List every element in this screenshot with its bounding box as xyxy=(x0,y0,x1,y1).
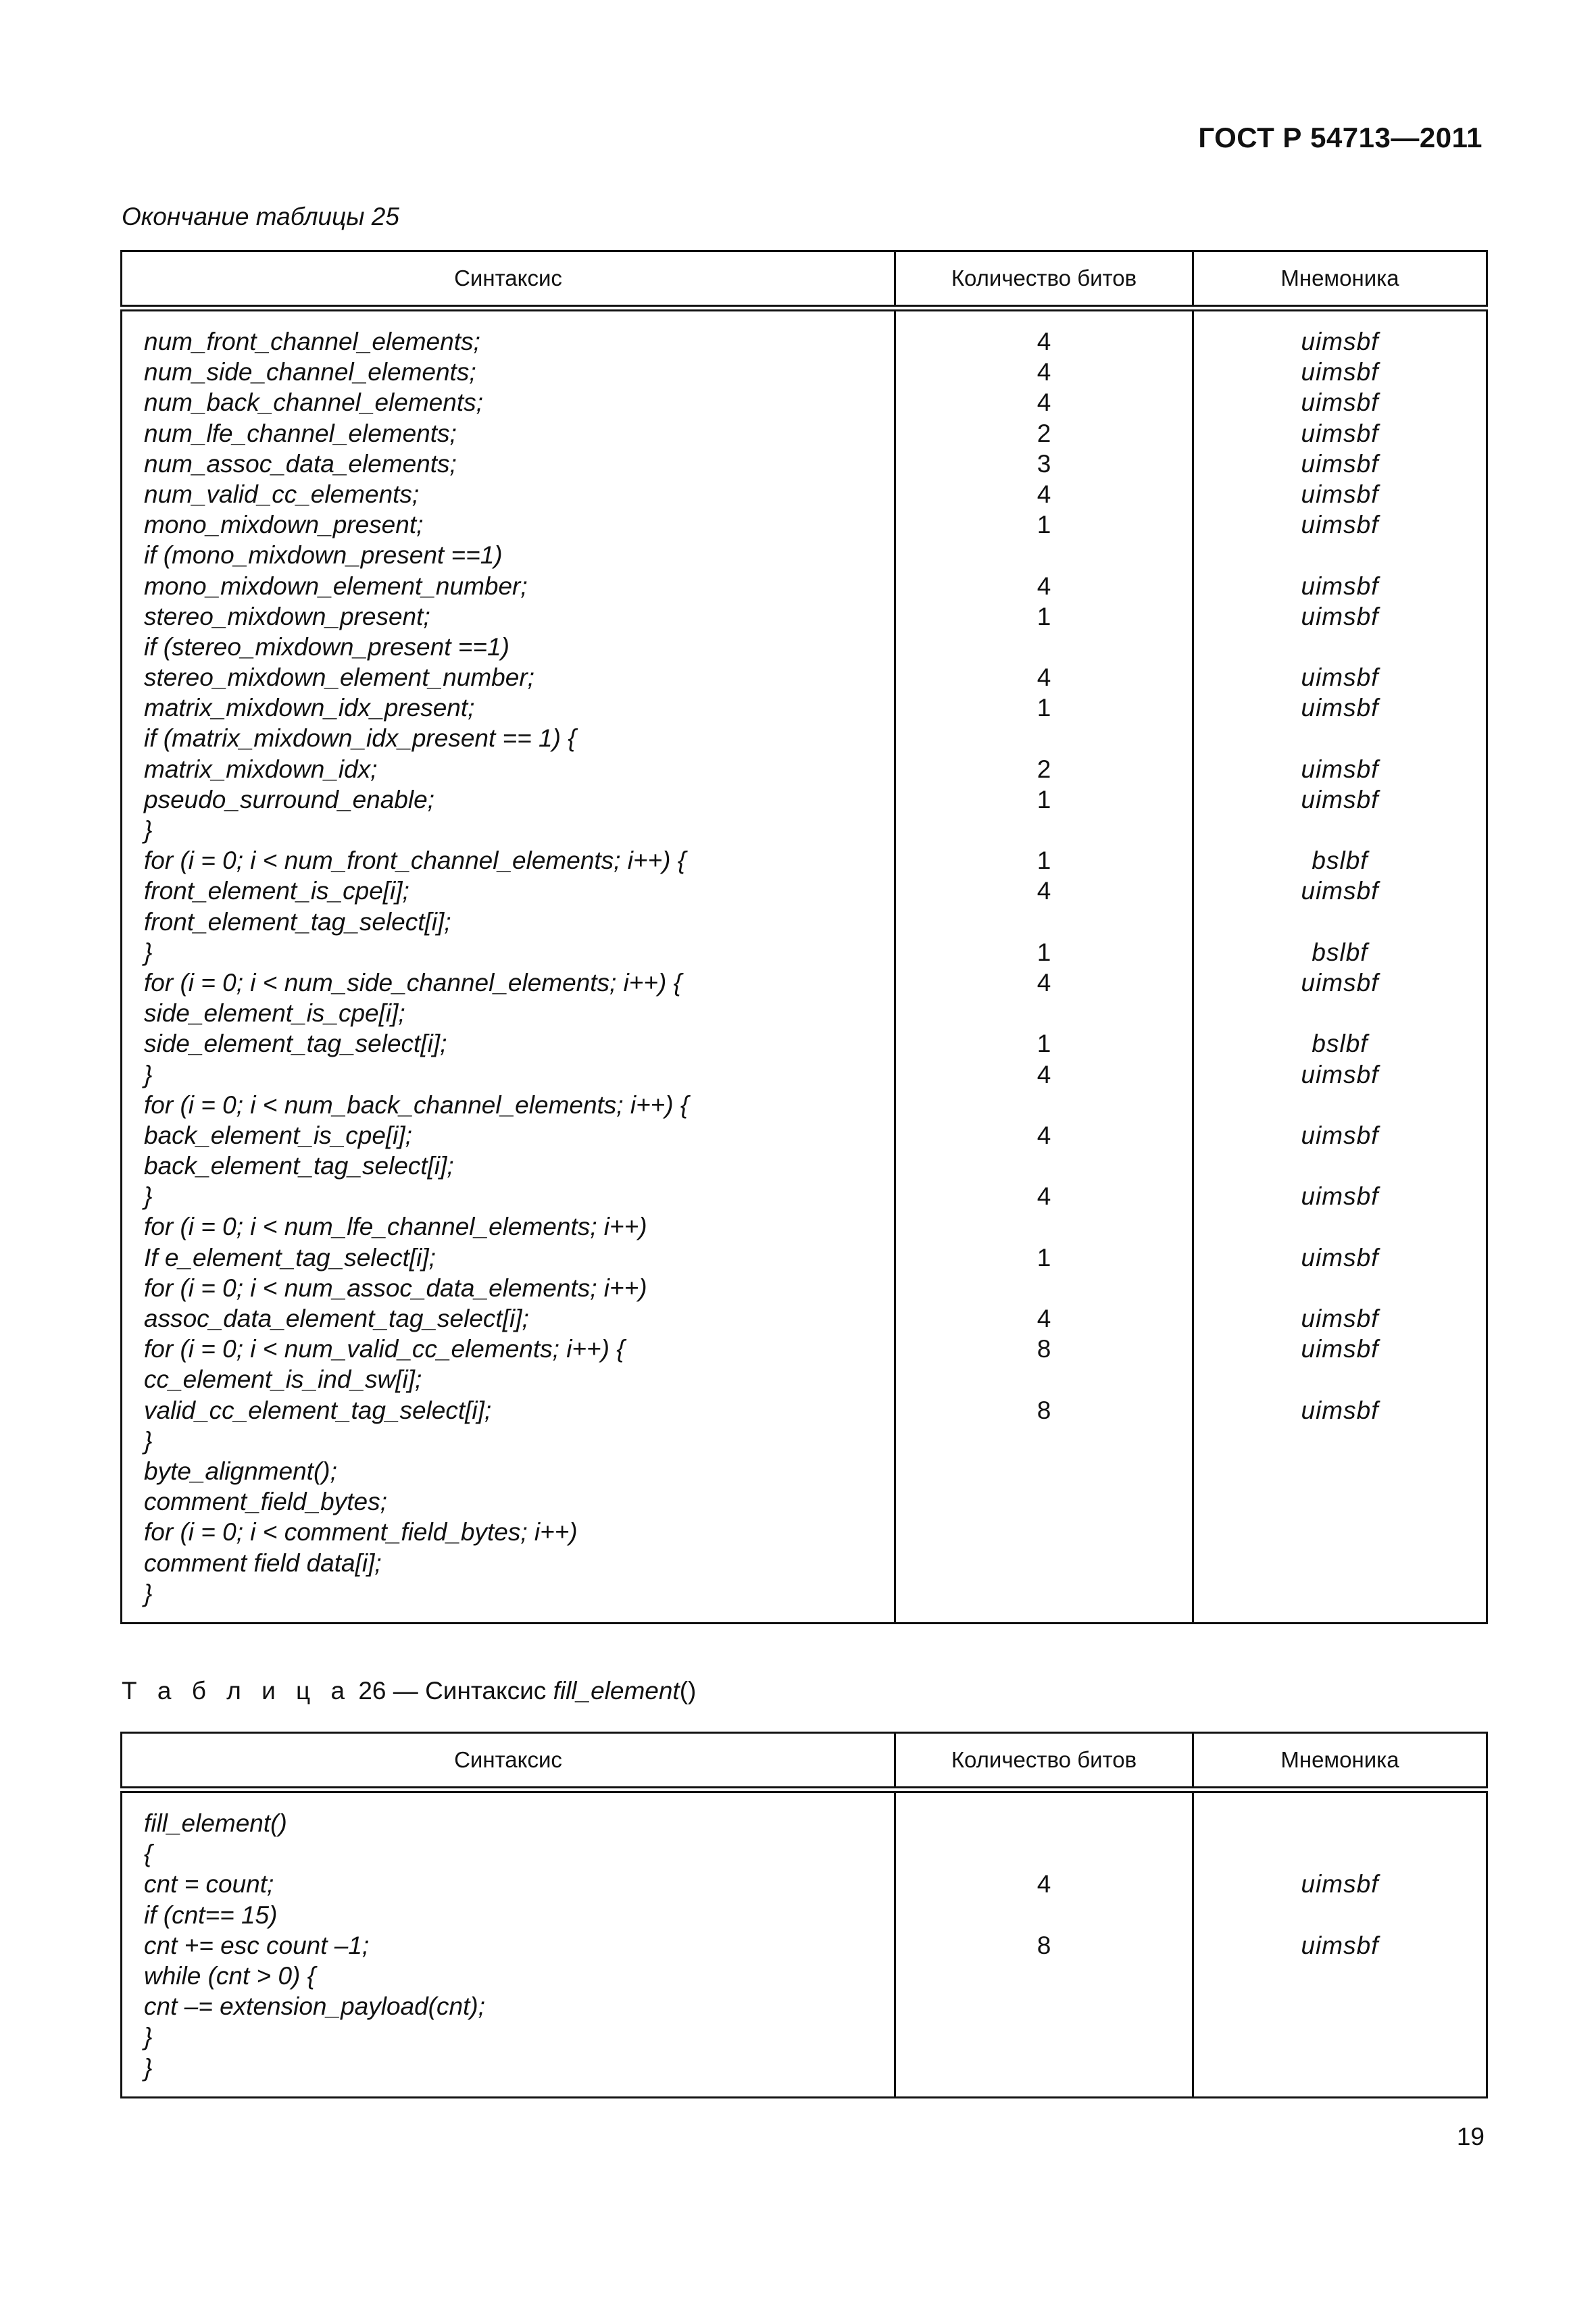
mnemonic-cell: uimsbf xyxy=(1301,388,1379,417)
bits-cell: 1 xyxy=(1037,938,1051,966)
bits-cell: 8 xyxy=(1037,1335,1051,1363)
mnemonic-cell xyxy=(1194,2021,1486,2052)
mnemonic-cell xyxy=(1194,540,1486,570)
bits-cell: 4 xyxy=(1037,1060,1051,1088)
syntax-cell: front_element_tag_select[i]; xyxy=(144,907,451,936)
bits-cell xyxy=(896,1548,1192,1578)
bits-cell: 3 xyxy=(1037,449,1051,478)
bits-cell xyxy=(896,907,1192,937)
syntax-cell: for (i = 0; i < num_valid_cc_elements; i++) { xyxy=(144,1335,625,1363)
syntax-cell: side_element_is_cpe[i]; xyxy=(144,999,405,1028)
syntax-cell: byte_alignment(); xyxy=(144,1457,337,1485)
page-number: 19 xyxy=(1456,2123,1485,2150)
mnemonic-cell xyxy=(1194,1364,1486,1394)
table-26-caption-title: 26 — Синтаксис xyxy=(358,1677,547,1705)
mnemonic-column xyxy=(1193,1790,1487,2097)
mnemonic-cell: uimsbf xyxy=(1301,1335,1379,1363)
syntax-cell: } xyxy=(144,1426,153,1455)
mnemonic-cell xyxy=(1194,1426,1486,1456)
syntax-cell: matrix_mixdown_idx_present; xyxy=(144,694,475,722)
syntax-cell: num_lfe_channel_elements; xyxy=(144,419,457,447)
mnemonic-cell xyxy=(1194,1456,1486,1486)
syntax-cell: for (i = 0; i < num_front_channel_elements; i++) { xyxy=(144,847,687,875)
mnemonic-cell xyxy=(1194,1578,1486,1609)
mnemonic-cell: uimsbf xyxy=(1301,1870,1379,1898)
bits-cell: 4 xyxy=(1037,968,1051,997)
standard-designation: ГОСТ Р 54713—2011 xyxy=(1198,122,1482,153)
syntax-cell: matrix_mixdown_idx; xyxy=(144,755,378,783)
bits-cell: 4 xyxy=(1037,572,1051,600)
mnemonic-cell: uimsbf xyxy=(1301,663,1379,692)
bits-cell: 2 xyxy=(1037,419,1051,447)
mnemonic-cell: uimsbf xyxy=(1301,419,1379,447)
bits-cell: 1 xyxy=(1037,785,1051,813)
table-25 xyxy=(120,250,1488,1624)
bits-cell: 2 xyxy=(1037,755,1051,783)
mnemonic-cell: uimsbf xyxy=(1301,449,1379,478)
mnemonic-cell: uimsbf xyxy=(1301,572,1379,600)
syntax-cell: } xyxy=(144,1060,153,1088)
mnemonic-cell xyxy=(1194,632,1486,662)
bits-cell: 4 xyxy=(1037,480,1051,508)
bits-cell: 4 xyxy=(1037,1305,1051,1332)
syntax-cell: num_side_channel_elements; xyxy=(144,358,476,386)
bits-cell xyxy=(896,632,1192,662)
bits-column xyxy=(895,308,1193,1623)
syntax-cell: front_element_is_cpe[i]; xyxy=(144,877,409,905)
syntax-cell: for (i = 0; i < comment_field_bytes; i++) xyxy=(144,1518,578,1546)
table-body xyxy=(122,308,1487,1623)
bits-cell xyxy=(896,998,1192,1028)
column-header-syntax: Синтаксис xyxy=(122,251,895,309)
mnemonic-cell: bslbf xyxy=(1312,938,1368,966)
syntax-cell: if (matrix_mixdown_idx_present == 1) { xyxy=(144,724,576,753)
bits-cell xyxy=(896,1808,1192,1838)
syntax-cell: num_valid_cc_elements; xyxy=(144,480,420,508)
column-header-syntax: Синтаксис xyxy=(122,1733,895,1790)
syntax-column xyxy=(122,308,895,1623)
syntax-cell: valid_cc_element_tag_select[i]; xyxy=(144,1396,492,1424)
syntax-cell: for (i = 0; i < num_back_channel_elements; i++) { xyxy=(144,1090,689,1119)
column-header-mnemonic: Мнемоника xyxy=(1193,1733,1487,1790)
bits-cell: 1 xyxy=(1037,1030,1051,1058)
bits-cell xyxy=(896,1578,1192,1609)
mnemonic-cell xyxy=(1194,1808,1486,1838)
bits-cell xyxy=(896,1991,1192,2021)
syntax-cell: stereo_mixdown_element_number; xyxy=(144,663,534,692)
mnemonic-cell: uimsbf xyxy=(1301,694,1379,722)
mnemonic-cell xyxy=(1194,723,1486,753)
bits-cell: 8 xyxy=(1037,1931,1051,1959)
mnemonic-cell: uimsbf xyxy=(1301,755,1379,783)
table-26-caption-func: fill_element xyxy=(553,1677,680,1705)
mnemonic-cell xyxy=(1194,1486,1486,1517)
mnemonic-cell: uimsbf xyxy=(1301,1121,1379,1149)
mnemonic-cell: uimsbf xyxy=(1301,877,1379,905)
syntax-cell: } xyxy=(144,1579,153,1607)
table-26-caption-parens: () xyxy=(679,1677,697,1705)
syntax-cell: back_element_tag_select[i]; xyxy=(144,1152,454,1180)
table-25-caption: Окончание таблицы 25 xyxy=(122,203,399,230)
bits-cell xyxy=(896,2021,1192,2052)
bits-cell xyxy=(896,1090,1192,1120)
syntax-cell: if (mono_mixdown_present ==1) xyxy=(144,541,503,570)
syntax-cell: } xyxy=(144,2023,153,2051)
syntax-cell: stereo_mixdown_present; xyxy=(144,602,430,630)
bits-cell: 4 xyxy=(1037,328,1051,355)
mnemonic-cell: uimsbf xyxy=(1301,1182,1379,1211)
bits-cell xyxy=(896,1486,1192,1517)
bits-cell: 1 xyxy=(1037,511,1051,539)
syntax-column xyxy=(122,1790,895,2097)
bits-cell: 4 xyxy=(1037,358,1051,386)
syntax-cell: if (cnt== 15) xyxy=(144,1901,278,1929)
mnemonic-cell xyxy=(1194,2053,1486,2083)
bits-cell xyxy=(896,1426,1192,1456)
syntax-cell: } xyxy=(144,2053,153,2082)
bits-cell: 4 xyxy=(1037,1121,1051,1149)
mnemonic-cell xyxy=(1194,1273,1486,1303)
bits-cell xyxy=(896,1961,1192,1991)
table-26 xyxy=(120,1732,1488,2098)
mnemonic-cell: uimsbf xyxy=(1301,1931,1379,1959)
syntax-cell: num_back_channel_elements; xyxy=(144,388,483,417)
mnemonic-cell: uimsbf xyxy=(1301,1243,1379,1272)
bits-cell xyxy=(896,1273,1192,1303)
syntax-cell: fill_element() xyxy=(144,1809,287,1837)
bits-cell xyxy=(896,1211,1192,1242)
syntax-cell: side_element_tag_select[i]; xyxy=(144,1030,447,1058)
bits-cell: 1 xyxy=(1037,694,1051,722)
table-26-caption xyxy=(122,1677,696,1705)
table-body xyxy=(122,1790,1487,2097)
mnemonic-cell xyxy=(1194,1090,1486,1120)
bits-cell: 1 xyxy=(1037,847,1051,875)
mnemonic-cell: bslbf xyxy=(1312,1030,1368,1058)
bits-cell xyxy=(896,1151,1192,1181)
bits-cell xyxy=(896,2053,1192,2083)
syntax-cell: comment_field_bytes; xyxy=(144,1488,387,1516)
syntax-cell: If e_element_tag_select[i]; xyxy=(144,1243,436,1272)
mnemonic-cell xyxy=(1194,1991,1486,2021)
bits-cell: 1 xyxy=(1037,602,1051,630)
mnemonic-cell xyxy=(1194,1961,1486,1991)
mnemonic-cell xyxy=(1194,815,1486,845)
syntax-cell: while (cnt > 0) { xyxy=(144,1961,316,1990)
bits-cell: 4 xyxy=(1037,388,1051,417)
mnemonic-cell: uimsbf xyxy=(1301,480,1379,508)
mnemonic-cell: uimsbf xyxy=(1301,328,1379,355)
syntax-cell: pseudo_surround_enable; xyxy=(144,785,434,813)
syntax-cell: if (stereo_mixdown_present ==1) xyxy=(144,632,509,661)
mnemonic-cell: uimsbf xyxy=(1301,968,1379,997)
syntax-cell: cc_element_is_ind_sw[i]; xyxy=(144,1365,422,1394)
mnemonic-cell: uimsbf xyxy=(1301,1396,1379,1424)
syntax-cell: comment field data[i]; xyxy=(144,1549,382,1577)
mnemonic-cell: uimsbf xyxy=(1301,602,1379,630)
bits-cell xyxy=(896,723,1192,753)
syntax-cell: assoc_data_element_tag_select[i]; xyxy=(144,1305,529,1332)
bits-cell xyxy=(896,540,1192,570)
syntax-cell: cnt = count; xyxy=(144,1870,274,1898)
syntax-cell: cnt –= extension_payload(cnt); xyxy=(144,1992,485,2021)
mnemonic-cell: uimsbf xyxy=(1301,511,1379,539)
mnemonic-cell: bslbf xyxy=(1312,847,1368,875)
bits-cell xyxy=(896,815,1192,845)
mnemonic-cell xyxy=(1194,1517,1486,1547)
bits-cell xyxy=(896,1456,1192,1486)
bits-cell xyxy=(896,1838,1192,1869)
syntax-cell: cnt += esc count –1; xyxy=(144,1931,370,1959)
mnemonic-cell: uimsbf xyxy=(1301,1305,1379,1332)
syntax-cell: for (i = 0; i < num_lfe_channel_elements; i++) xyxy=(144,1213,647,1241)
bits-cell: 4 xyxy=(1037,877,1051,905)
mnemonic-cell xyxy=(1194,1211,1486,1242)
syntax-cell: } xyxy=(144,1182,153,1211)
mnemonic-column xyxy=(1193,308,1487,1623)
syntax-cell: } xyxy=(144,816,153,844)
syntax-cell: back_element_is_cpe[i]; xyxy=(144,1121,412,1149)
mnemonic-cell xyxy=(1194,1838,1486,1869)
bits-cell: 4 xyxy=(1037,1182,1051,1211)
bits-column xyxy=(895,1790,1193,2097)
column-header-mnemonic: Мнемоника xyxy=(1193,251,1487,309)
mnemonic-cell xyxy=(1194,907,1486,937)
bits-cell xyxy=(896,1364,1192,1394)
mnemonic-cell xyxy=(1194,1151,1486,1181)
syntax-cell: mono_mixdown_present; xyxy=(144,511,424,539)
bits-cell xyxy=(896,1900,1192,1930)
syntax-cell: num_assoc_data_elements; xyxy=(144,449,457,478)
mnemonic-cell: uimsbf xyxy=(1301,1060,1379,1088)
syntax-cell: num_front_channel_elements; xyxy=(144,328,480,355)
mnemonic-cell xyxy=(1194,1900,1486,1930)
syntax-cell: } xyxy=(144,938,153,966)
table-26-caption-prefix: Т а б л и ц а xyxy=(122,1677,352,1705)
bits-cell xyxy=(896,1517,1192,1547)
bits-cell: 4 xyxy=(1037,663,1051,692)
mnemonic-cell: uimsbf xyxy=(1301,785,1379,813)
mnemonic-cell xyxy=(1194,1548,1486,1578)
mnemonic-cell: uimsbf xyxy=(1301,358,1379,386)
syntax-cell: mono_mixdown_element_number; xyxy=(144,572,528,600)
syntax-cell: for (i = 0; i < num_side_channel_elements; i++) { xyxy=(144,968,682,997)
bits-cell: 8 xyxy=(1037,1396,1051,1424)
column-header-bits: Количество битов xyxy=(895,251,1193,309)
bits-cell: 4 xyxy=(1037,1870,1051,1898)
column-header-bits: Количество битов xyxy=(895,1733,1193,1790)
syntax-cell: for (i = 0; i < num_assoc_data_elements; i++) xyxy=(144,1274,647,1302)
syntax-cell: { xyxy=(144,1840,153,1868)
mnemonic-cell xyxy=(1194,998,1486,1028)
bits-cell: 1 xyxy=(1037,1243,1051,1272)
